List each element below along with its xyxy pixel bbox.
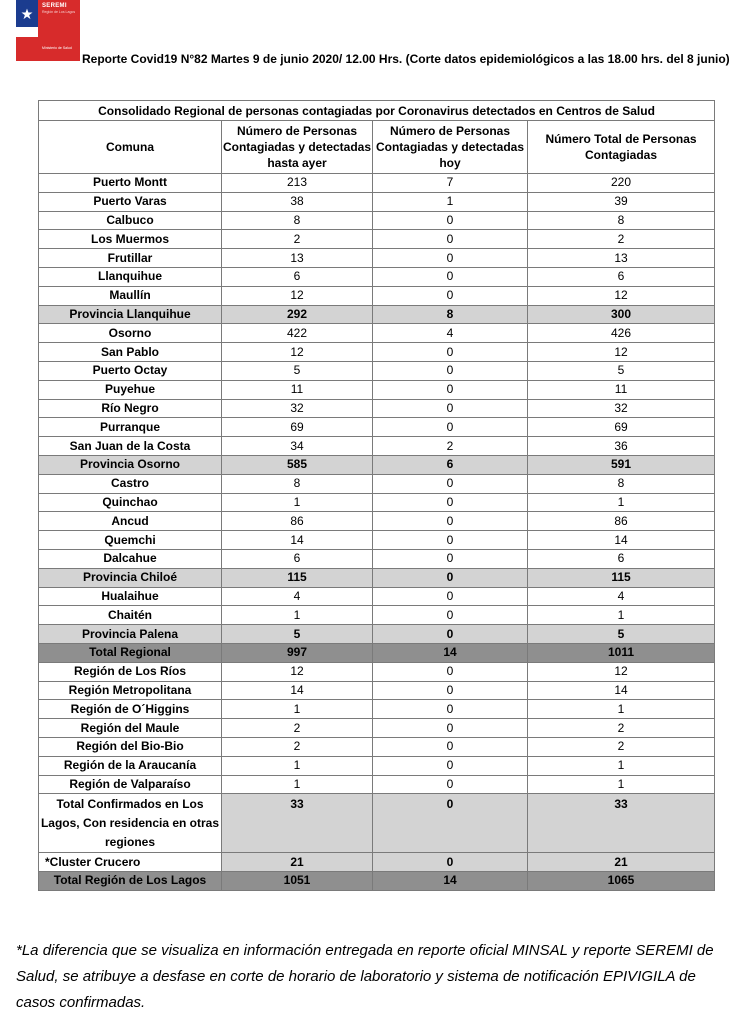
cell-comuna: Frutillar bbox=[39, 249, 222, 268]
cell-hoy: 0 bbox=[373, 380, 528, 399]
cell-ayer: 6 bbox=[222, 267, 373, 286]
table-row bbox=[39, 625, 715, 644]
cell-comuna: Región de la Araucanía bbox=[39, 756, 222, 775]
header-comuna: Comuna bbox=[39, 121, 222, 174]
cell-total: 5 bbox=[528, 625, 715, 644]
cell-total: 2 bbox=[528, 230, 715, 249]
cell-comuna: Región Metropolitana bbox=[39, 681, 222, 700]
table-row bbox=[39, 211, 715, 230]
cell-comuna: Puyehue bbox=[39, 380, 222, 399]
cell-comuna: Región del Bio-Bio bbox=[39, 737, 222, 756]
table-caption: Consolidado Regional de personas contagiadas por Coronavirus detectados en Centros de Salud bbox=[39, 101, 715, 121]
cell-ayer: 997 bbox=[222, 643, 373, 662]
table-row bbox=[39, 343, 715, 362]
cases-table bbox=[38, 100, 715, 891]
table-row bbox=[39, 192, 715, 211]
cell-ayer: 34 bbox=[222, 437, 373, 456]
cell-ayer: 292 bbox=[222, 305, 373, 324]
cell-comuna: Puerto Varas bbox=[39, 192, 222, 211]
cell-comuna: Provincia Osorno bbox=[39, 455, 222, 474]
cell-ayer: 33 bbox=[222, 794, 373, 853]
cell-ayer: 86 bbox=[222, 512, 373, 531]
cell-hoy: 6 bbox=[373, 455, 528, 474]
cell-total: 1 bbox=[528, 756, 715, 775]
cell-ayer: 115 bbox=[222, 568, 373, 587]
cell-hoy: 0 bbox=[373, 606, 528, 625]
cell-total: 14 bbox=[528, 531, 715, 550]
table-row bbox=[39, 872, 715, 891]
cell-ayer: 32 bbox=[222, 399, 373, 418]
cell-comuna: *Cluster Crucero bbox=[39, 853, 222, 872]
cell-hoy: 0 bbox=[373, 343, 528, 362]
cell-comuna: Llanquihue bbox=[39, 267, 222, 286]
table-row bbox=[39, 249, 715, 268]
table-row bbox=[39, 418, 715, 437]
table-row bbox=[39, 437, 715, 456]
cell-ayer: 14 bbox=[222, 531, 373, 550]
cell-total: 1 bbox=[528, 606, 715, 625]
cell-total: 69 bbox=[528, 418, 715, 437]
cell-comuna: Castro bbox=[39, 474, 222, 493]
cell-ayer: 13 bbox=[222, 249, 373, 268]
cell-total: 6 bbox=[528, 267, 715, 286]
cell-comuna: San Juan de la Costa bbox=[39, 437, 222, 456]
cell-hoy: 0 bbox=[373, 681, 528, 700]
cell-ayer: 8 bbox=[222, 474, 373, 493]
table-row bbox=[39, 531, 715, 550]
cell-hoy: 0 bbox=[373, 756, 528, 775]
header-ayer: Número de Personas Contagiadas y detectadas hasta ayer bbox=[222, 121, 373, 174]
cell-total: 1 bbox=[528, 700, 715, 719]
cell-total: 220 bbox=[528, 174, 715, 193]
cell-ayer: 2 bbox=[222, 230, 373, 249]
cell-comuna: Calbuco bbox=[39, 211, 222, 230]
cell-comuna: Región de Los Ríos bbox=[39, 662, 222, 681]
table-row bbox=[39, 662, 715, 681]
cell-comuna: Puerto Montt bbox=[39, 174, 222, 193]
cell-comuna: Total Confirmados en Los Lagos, Con residencia en otras regiones bbox=[39, 794, 222, 853]
cell-comuna: Hualaihue bbox=[39, 587, 222, 606]
cell-hoy: 7 bbox=[373, 174, 528, 193]
cell-comuna: Quinchao bbox=[39, 493, 222, 512]
table-row bbox=[39, 737, 715, 756]
table-row bbox=[39, 587, 715, 606]
cell-hoy: 0 bbox=[373, 794, 528, 853]
cell-comuna: Puerto Octay bbox=[39, 361, 222, 380]
header-total: Número Total de Personas Contagiadas bbox=[528, 121, 715, 174]
cell-total: 426 bbox=[528, 324, 715, 343]
cell-hoy: 0 bbox=[373, 568, 528, 587]
cell-total: 300 bbox=[528, 305, 715, 324]
cell-ayer: 11 bbox=[222, 380, 373, 399]
cell-total: 21 bbox=[528, 853, 715, 872]
table-row bbox=[39, 853, 715, 872]
cell-total: 4 bbox=[528, 587, 715, 606]
logo-subtitle: Región de Los Lagos bbox=[42, 10, 76, 14]
table-row bbox=[39, 380, 715, 399]
table-row bbox=[39, 681, 715, 700]
cell-comuna: Río Negro bbox=[39, 399, 222, 418]
cell-ayer: 422 bbox=[222, 324, 373, 343]
cell-ayer: 14 bbox=[222, 681, 373, 700]
cell-hoy: 0 bbox=[373, 399, 528, 418]
cell-comuna: Maullín bbox=[39, 286, 222, 305]
table-row bbox=[39, 606, 715, 625]
table-row bbox=[39, 568, 715, 587]
cell-total: 39 bbox=[528, 192, 715, 211]
cell-ayer: 69 bbox=[222, 418, 373, 437]
cell-ayer: 585 bbox=[222, 455, 373, 474]
cell-comuna: Total Región de Los Lagos bbox=[39, 872, 222, 891]
cell-comuna: Ancud bbox=[39, 512, 222, 531]
table-row bbox=[39, 549, 715, 568]
cell-comuna: Osorno bbox=[39, 324, 222, 343]
cell-ayer: 38 bbox=[222, 192, 373, 211]
cell-total: 13 bbox=[528, 249, 715, 268]
cell-total: 115 bbox=[528, 568, 715, 587]
table-row bbox=[39, 286, 715, 305]
cell-hoy: 4 bbox=[373, 324, 528, 343]
cell-comuna: San Pablo bbox=[39, 343, 222, 362]
cell-comuna: Dalcahue bbox=[39, 549, 222, 568]
cell-ayer: 6 bbox=[222, 549, 373, 568]
cell-hoy: 0 bbox=[373, 531, 528, 550]
table-row bbox=[39, 399, 715, 418]
cell-ayer: 213 bbox=[222, 174, 373, 193]
cell-ayer: 4 bbox=[222, 587, 373, 606]
cell-ayer: 1 bbox=[222, 700, 373, 719]
cell-ayer: 1 bbox=[222, 493, 373, 512]
cell-comuna: Purranque bbox=[39, 418, 222, 437]
cell-hoy: 0 bbox=[373, 418, 528, 437]
cell-hoy: 0 bbox=[373, 700, 528, 719]
cell-comuna: Los Muermos bbox=[39, 230, 222, 249]
cell-hoy: 0 bbox=[373, 249, 528, 268]
cell-hoy: 0 bbox=[373, 775, 528, 794]
table-row bbox=[39, 493, 715, 512]
cell-total: 14 bbox=[528, 681, 715, 700]
cell-comuna: Región de Valparaíso bbox=[39, 775, 222, 794]
table-row bbox=[39, 643, 715, 662]
cell-hoy: 0 bbox=[373, 267, 528, 286]
table-row bbox=[39, 305, 715, 324]
table-row bbox=[39, 230, 715, 249]
table-row bbox=[39, 455, 715, 474]
cell-total: 12 bbox=[528, 662, 715, 681]
cell-ayer: 2 bbox=[222, 719, 373, 738]
header-hoy: Número de Personas Contagiadas y detectadas hoy bbox=[373, 121, 528, 174]
cell-total: 1011 bbox=[528, 643, 715, 662]
cell-total: 12 bbox=[528, 343, 715, 362]
cell-total: 6 bbox=[528, 549, 715, 568]
cell-hoy: 0 bbox=[373, 361, 528, 380]
cell-comuna: Región del Maule bbox=[39, 719, 222, 738]
table-row bbox=[39, 361, 715, 380]
cell-ayer: 1 bbox=[222, 756, 373, 775]
cell-hoy: 0 bbox=[373, 625, 528, 644]
table-row bbox=[39, 775, 715, 794]
cell-hoy: 14 bbox=[373, 872, 528, 891]
table-row bbox=[39, 174, 715, 193]
cell-total: 1 bbox=[528, 493, 715, 512]
cell-hoy: 0 bbox=[373, 719, 528, 738]
cell-comuna: Provincia Palena bbox=[39, 625, 222, 644]
cell-total: 5 bbox=[528, 361, 715, 380]
cell-ayer: 1 bbox=[222, 775, 373, 794]
cell-total: 2 bbox=[528, 719, 715, 738]
table-row bbox=[39, 512, 715, 531]
cell-total: 591 bbox=[528, 455, 715, 474]
report-title: Reporte Covid19 N°82 Martes 9 de junio 2020/ 12.00 Hrs. (Corte datos epidemiológicos a las 18.00 hrs. del 8 junio) bbox=[82, 52, 730, 66]
cell-total: 36 bbox=[528, 437, 715, 456]
cell-total: 86 bbox=[528, 512, 715, 531]
cell-comuna: Provincia Chiloé bbox=[39, 568, 222, 587]
cell-hoy: 0 bbox=[373, 211, 528, 230]
cell-hoy: 0 bbox=[373, 662, 528, 681]
table-row bbox=[39, 719, 715, 738]
cell-total: 33 bbox=[528, 794, 715, 853]
cell-ayer: 21 bbox=[222, 853, 373, 872]
cell-total: 32 bbox=[528, 399, 715, 418]
logo-title: SEREMI bbox=[42, 3, 67, 9]
cell-hoy: 0 bbox=[373, 587, 528, 606]
table-row bbox=[39, 700, 715, 719]
cell-ayer: 5 bbox=[222, 625, 373, 644]
cell-hoy: 14 bbox=[373, 643, 528, 662]
cell-hoy: 0 bbox=[373, 474, 528, 493]
cell-hoy: 0 bbox=[373, 853, 528, 872]
cell-hoy: 1 bbox=[373, 192, 528, 211]
cell-comuna: Región de O´Higgins bbox=[39, 700, 222, 719]
cell-ayer: 12 bbox=[222, 343, 373, 362]
cell-ayer: 1051 bbox=[222, 872, 373, 891]
cell-hoy: 0 bbox=[373, 512, 528, 531]
table-row bbox=[39, 324, 715, 343]
table-row bbox=[39, 267, 715, 286]
cell-total: 11 bbox=[528, 380, 715, 399]
cell-total: 8 bbox=[528, 211, 715, 230]
cell-ayer: 8 bbox=[222, 211, 373, 230]
cell-ayer: 5 bbox=[222, 361, 373, 380]
cell-comuna: Quemchi bbox=[39, 531, 222, 550]
cell-total: 2 bbox=[528, 737, 715, 756]
cell-hoy: 0 bbox=[373, 549, 528, 568]
cell-hoy: 0 bbox=[373, 286, 528, 305]
cell-total: 12 bbox=[528, 286, 715, 305]
cell-total: 1 bbox=[528, 775, 715, 794]
table-row bbox=[39, 756, 715, 775]
footnote: *La diferencia que se visualiza en información entregada en reporte oficial MINSAL y reporte SEREMI de Salud, se atribuye a desfase en corte de horario de laboratorio y sistema de notificación EPIVIGILA de casos confirmadas. bbox=[16, 942, 714, 1011]
table-row bbox=[39, 474, 715, 493]
cell-total: 8 bbox=[528, 474, 715, 493]
cell-comuna: Total Regional bbox=[39, 643, 222, 662]
cell-hoy: 0 bbox=[373, 737, 528, 756]
cell-hoy: 2 bbox=[373, 437, 528, 456]
cell-ayer: 1 bbox=[222, 606, 373, 625]
cell-comuna: Provincia Llanquihue bbox=[39, 305, 222, 324]
cell-ayer: 12 bbox=[222, 286, 373, 305]
cell-hoy: 8 bbox=[373, 305, 528, 324]
cell-ayer: 2 bbox=[222, 737, 373, 756]
cell-comuna: Chaitén bbox=[39, 606, 222, 625]
cell-hoy: 0 bbox=[373, 493, 528, 512]
cell-ayer: 12 bbox=[222, 662, 373, 681]
star-icon bbox=[16, 0, 38, 27]
cell-hoy: 0 bbox=[373, 230, 528, 249]
cell-total: 1065 bbox=[528, 872, 715, 891]
table-row bbox=[39, 794, 715, 853]
logo-ministry: Ministerio de Salud bbox=[42, 46, 72, 50]
